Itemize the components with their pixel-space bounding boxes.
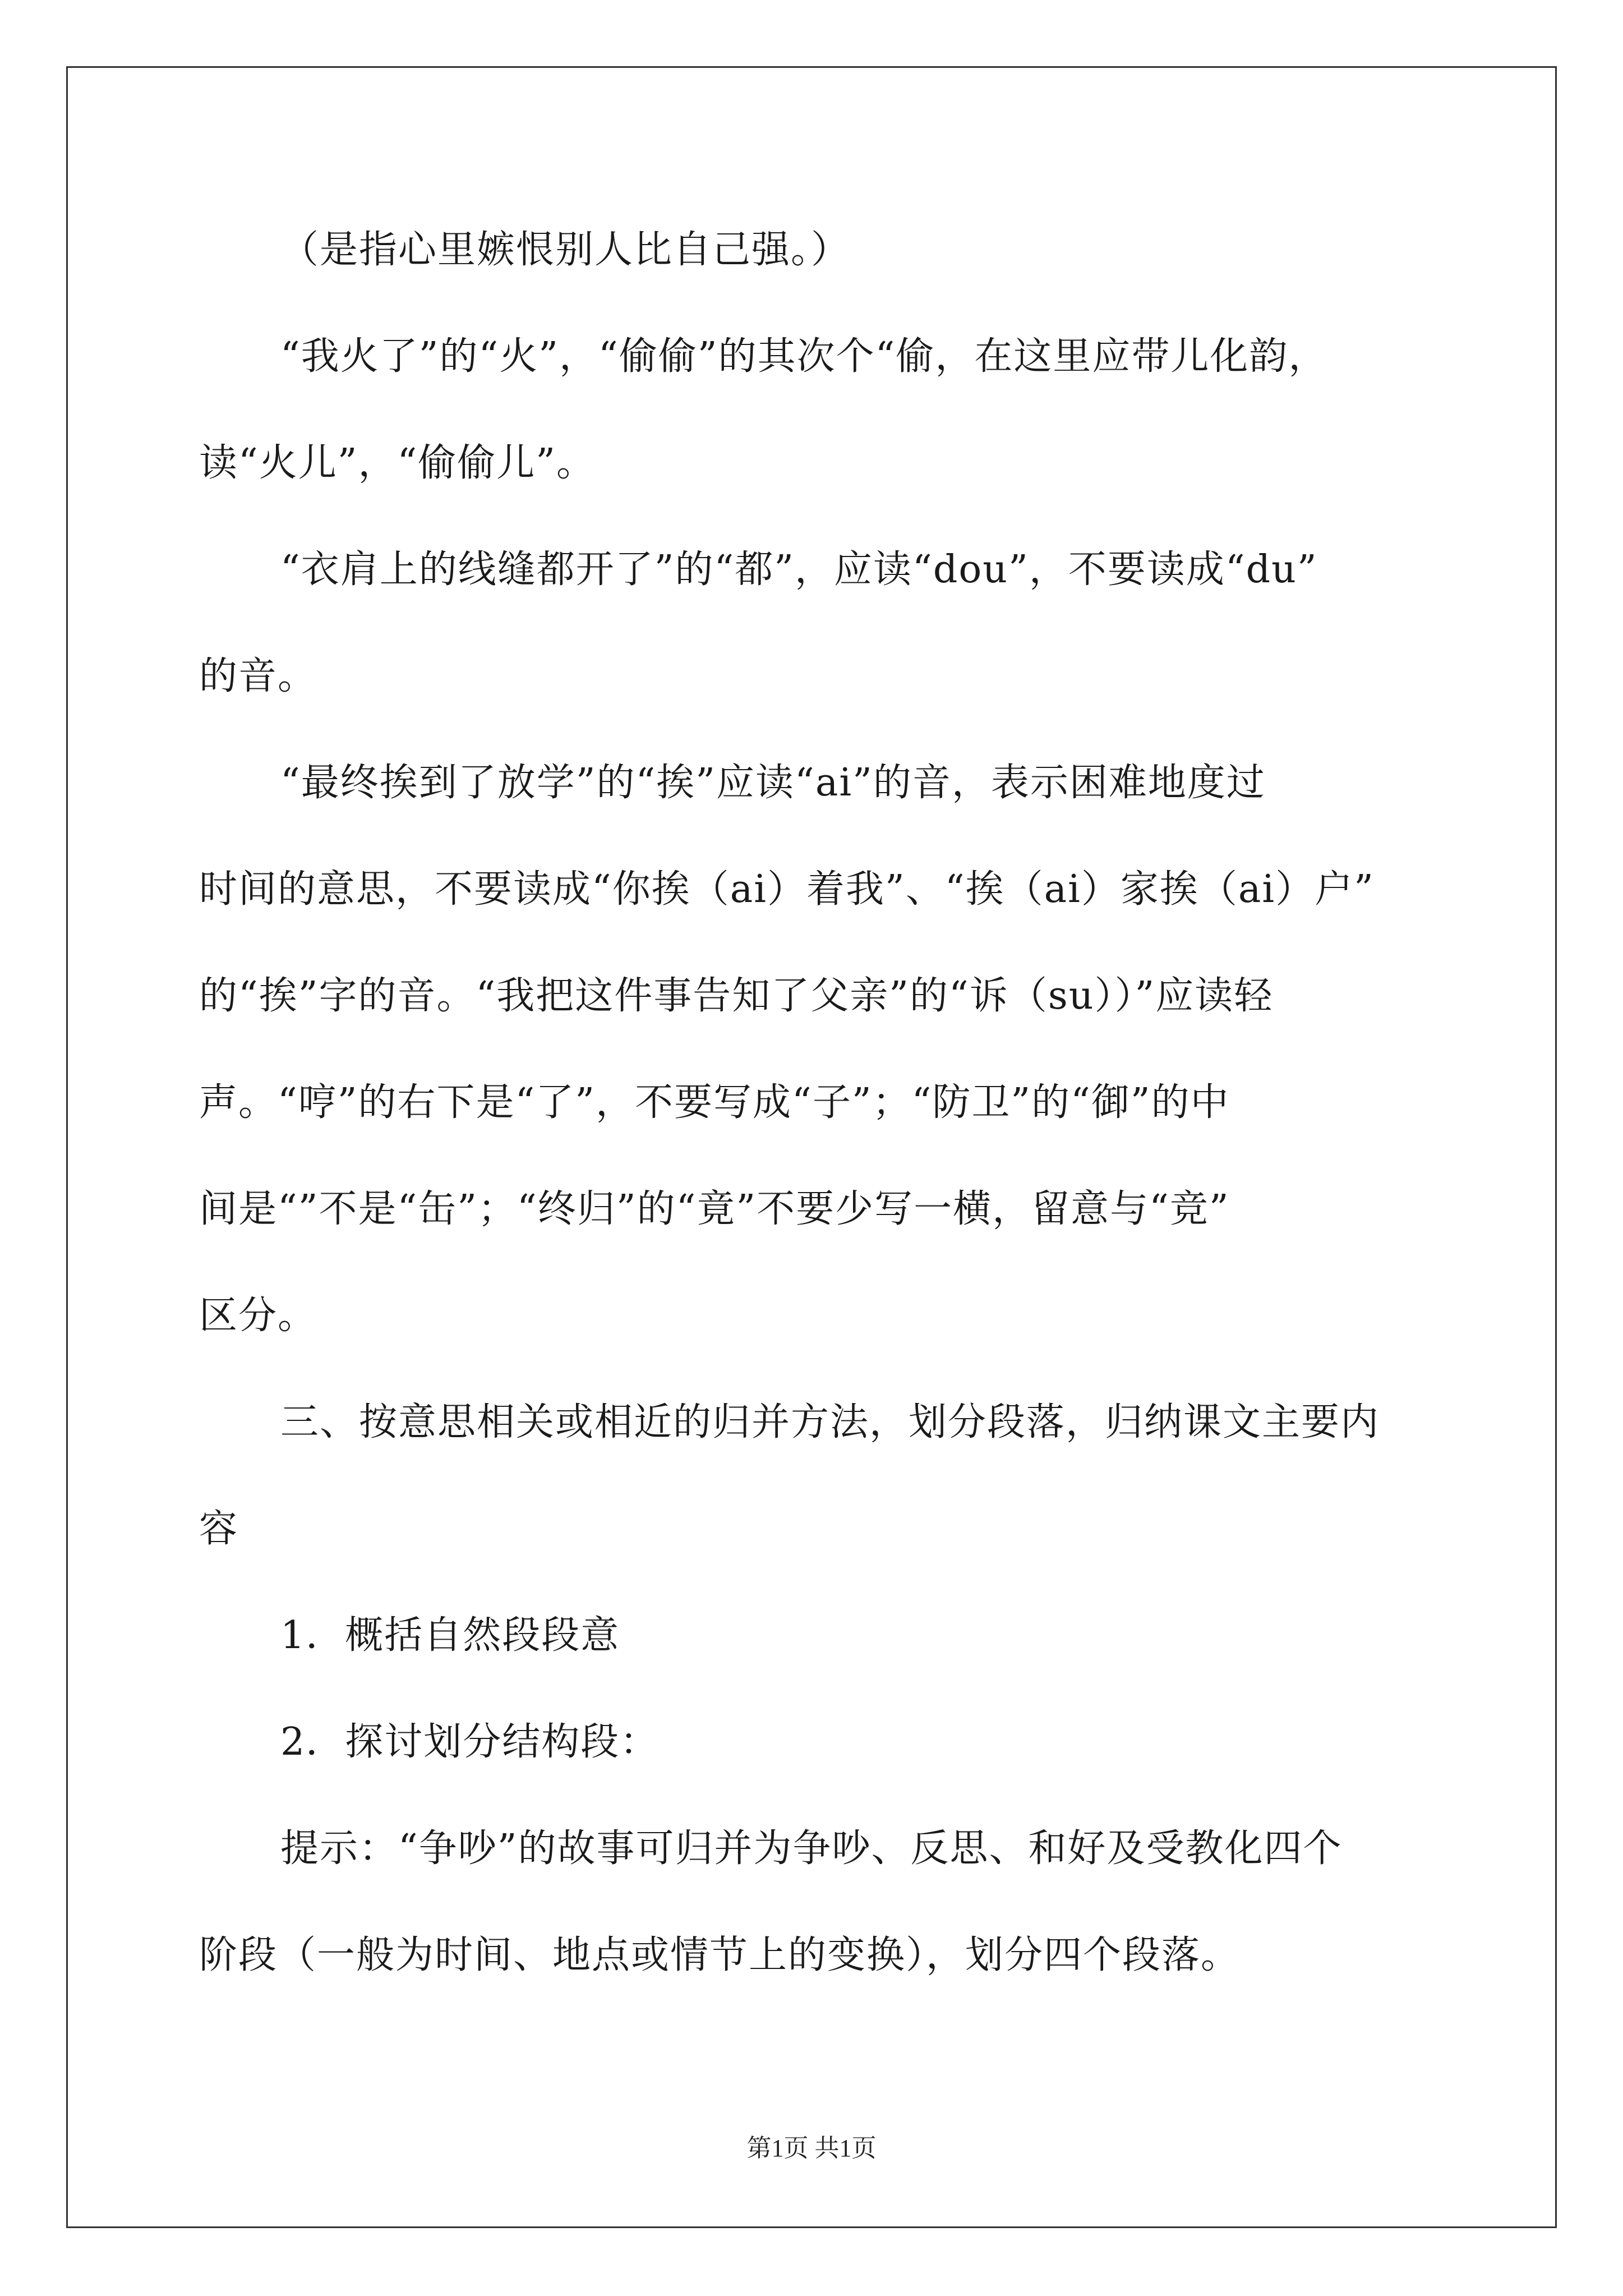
paragraph-line: 声。“哼”的右下是“了”，不要写成“子”；“防卫”的“御”的中: [199, 1080, 1230, 1125]
list-item: 1．概括自然段段意: [280, 1613, 620, 1658]
paragraph-line: 容: [199, 1507, 239, 1551]
paragraph-line: 区分。: [199, 1294, 317, 1338]
page-border: [66, 66, 1557, 2228]
paragraph-line: 提示：“争吵”的故事可归并为争吵、反思、和好及受教化四个: [280, 1826, 1343, 1871]
paragraph-line: 阶段（一般为时间、地点或情节上的变换），划分四个段落。: [199, 1933, 1241, 1977]
paragraph-line: 时间的意思，不要读成“你挨（ai）着我”、“挨（ai）家挨（ai）户”: [199, 867, 1375, 912]
paragraph-line: “最终挨到了放学”的“挨”应读“ai”的音，表示困难地度过: [280, 761, 1266, 805]
paragraph-line: （是指心里嫉恨别人比自己强。）: [280, 228, 851, 272]
list-item: 2．探讨划分结构段：: [280, 1720, 660, 1764]
page-number-footer: 第1页 共1页: [746, 2134, 877, 2162]
paragraph-line: “衣肩上的线缝都开了”的“都”，应读“dou”，不要读成“du”: [280, 547, 1318, 592]
paragraph-line: 读“火儿”，“偷偷儿”。: [199, 441, 596, 485]
paragraph-line: 的音。: [199, 654, 317, 698]
paragraph-line: “我火了”的“火”，“偷偷”的其次个“偷，在这里应带儿化韵，: [280, 334, 1328, 379]
paragraph-line: 间是“”不是“缶”；“终归”的“竟”不要少写一横，留意与“竞”: [199, 1187, 1230, 1231]
paragraph-line: 三、按意思相关或相近的归并方法，划分段落，归纳课文主要内: [280, 1400, 1380, 1444]
paragraph-line: 的“挨”字的音。“我把这件事告知了父亲”的“诉（su））”应读轻: [199, 974, 1274, 1018]
